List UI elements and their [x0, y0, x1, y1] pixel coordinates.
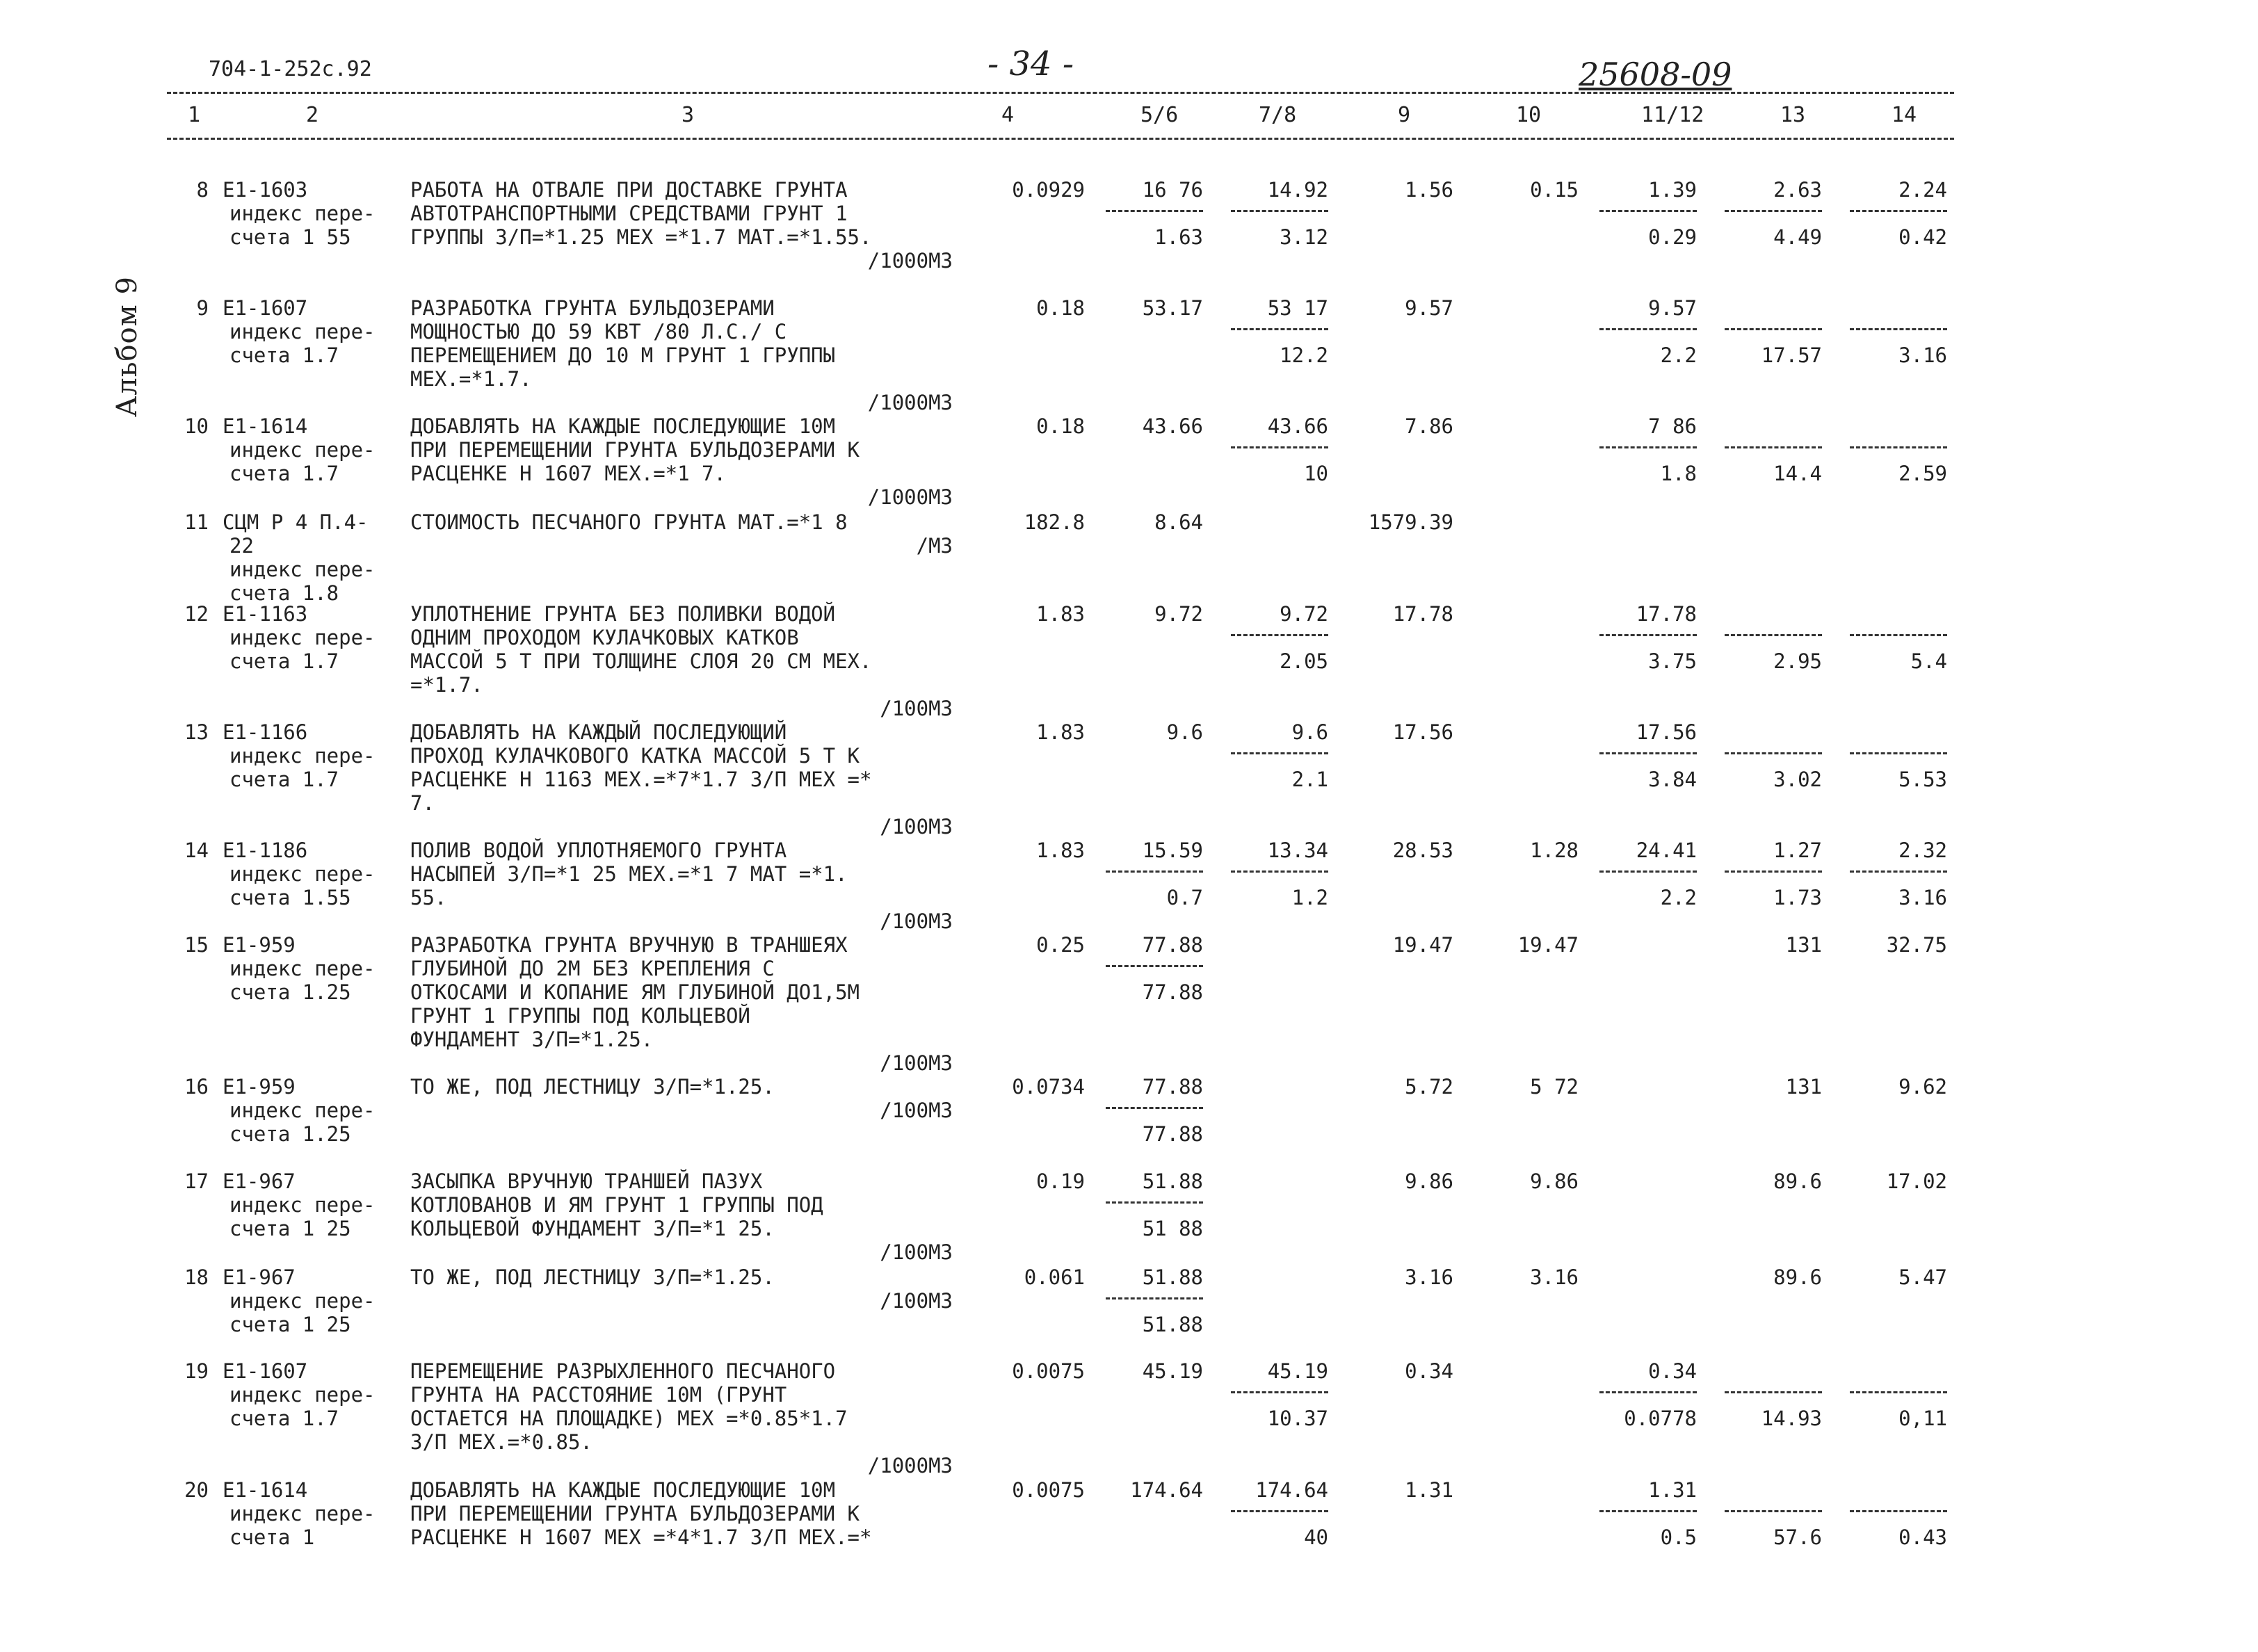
value-c10: 1.28	[1530, 839, 1579, 862]
value-c1112: 7 86	[1648, 414, 1697, 438]
fraction-divider	[1599, 634, 1697, 636]
work-description: =*1.7.	[410, 673, 483, 697]
fraction-divider	[1599, 1510, 1697, 1512]
work-description: РАЗРАБОТКА ГРУНТА БУЛЬДОЗЕРАМИ	[410, 296, 775, 320]
value-c4: 1.83	[1036, 720, 1085, 744]
work-description: ОДНИМ ПРОХОДОМ КУЛАЧКОВЫХ КАТКОВ	[410, 626, 799, 649]
measure-unit: /100М3	[880, 909, 953, 933]
work-description: ОСТАЕТСЯ НА ПЛОЩАДКЕ) МЕХ =*0.85*1.7	[410, 1407, 848, 1430]
value-c14b: 0.43	[1898, 1525, 1947, 1549]
work-description: ФУНДАМЕНТ З/П=*1.25.	[410, 1028, 654, 1051]
index-note: индекс пере-	[229, 1502, 376, 1525]
value-c14: 5.47	[1898, 1265, 1947, 1289]
value-c1112: 1.31	[1648, 1478, 1697, 1502]
value-c78b: 12.2	[1280, 343, 1328, 367]
value-c4: 0.0075	[1012, 1359, 1085, 1383]
index-note: индекс пере-	[229, 1383, 376, 1407]
value-c9: 9.57	[1405, 296, 1453, 320]
value-c56: 53.17	[1142, 296, 1203, 320]
value-c4: 1.83	[1036, 839, 1085, 862]
rate-code: Е1-1186	[223, 839, 308, 862]
fraction-divider	[1106, 1107, 1203, 1109]
album-label: Альбом 9	[111, 276, 143, 417]
fraction-divider	[1106, 1297, 1203, 1299]
value-c14: 2.24	[1898, 178, 1947, 202]
value-c13: 89.6	[1773, 1169, 1822, 1193]
fraction-divider	[1725, 210, 1822, 212]
work-description: ГРУНТА НА РАССТОЯНИЕ 10М (ГРУНТ	[410, 1383, 787, 1407]
value-c56: 174.64	[1130, 1478, 1203, 1502]
fraction-divider	[1599, 446, 1697, 448]
work-description: 55.	[410, 886, 447, 909]
rate-code: Е1-967	[223, 1265, 296, 1289]
value-c56: 77.88	[1142, 1075, 1203, 1099]
value-c78b: 10.37	[1267, 1407, 1328, 1430]
index-note: индекс пере-	[229, 957, 376, 980]
value-c10: 3.16	[1530, 1265, 1579, 1289]
value-c9: 17.78	[1392, 602, 1453, 626]
value-c4: 0.0929	[1012, 178, 1085, 202]
value-c56b: 1.63	[1154, 225, 1203, 249]
measure-unit: /100М3	[880, 1099, 953, 1122]
fraction-divider	[1231, 1510, 1328, 1512]
value-c1112: 9.57	[1648, 296, 1697, 320]
index-note: счета 1.25	[229, 980, 351, 1004]
fraction-divider	[1231, 752, 1328, 754]
value-c4: 1.83	[1036, 602, 1085, 626]
value-c1112b: 0.29	[1648, 225, 1697, 249]
fraction-divider	[1725, 446, 1822, 448]
index-note: счета 1.7	[229, 343, 339, 367]
row-number: 16	[184, 1075, 209, 1099]
work-description: 7.	[410, 791, 435, 815]
index-note: счета 1.7	[229, 1407, 339, 1430]
column-header: 4	[1001, 103, 1015, 127]
value-c9: 1579.39	[1368, 510, 1453, 534]
value-c78b: 40	[1304, 1525, 1328, 1549]
index-note: индекс пере-	[229, 1099, 376, 1122]
index-note: счета 1.8	[229, 581, 339, 605]
fraction-divider	[1850, 1510, 1947, 1512]
value-c56b: 0.7	[1166, 886, 1203, 909]
fraction-divider	[1725, 328, 1822, 330]
value-c14b: 5.4	[1910, 649, 1947, 673]
value-c4: 0.0075	[1012, 1478, 1085, 1502]
fraction-divider	[1725, 870, 1822, 873]
measure-unit: /100М3	[880, 1289, 953, 1313]
value-c13b: 4.49	[1773, 225, 1822, 249]
row-number: 17	[184, 1169, 209, 1193]
row-number: 9	[196, 296, 209, 320]
index-note: индекс пере-	[229, 862, 376, 886]
value-c78b: 2.05	[1280, 649, 1328, 673]
value-c9: 0.34	[1405, 1359, 1453, 1383]
value-c9: 17.56	[1392, 720, 1453, 744]
rate-code: Е1-1614	[223, 414, 308, 438]
rate-code: Е1-1166	[223, 720, 308, 744]
value-c13b: 3.02	[1773, 768, 1822, 791]
value-c78: 174.64	[1255, 1478, 1328, 1502]
value-c13: 89.6	[1773, 1265, 1822, 1289]
value-c14: 17.02	[1886, 1169, 1947, 1193]
fraction-divider	[1231, 328, 1328, 330]
value-c1112: 0.34	[1648, 1359, 1697, 1383]
column-header: 14	[1892, 103, 1917, 127]
fraction-divider	[1725, 634, 1822, 636]
row-number: 15	[184, 933, 209, 957]
work-description: ТО ЖЕ, ПОД ЛЕСТНИЦУ З/П=*1.25.	[410, 1075, 775, 1099]
work-description: ДОБАВЛЯТЬ НА КАЖДЫЙ ПОСЛЕДУЮЩИЙ	[410, 720, 787, 744]
column-header: 11/12	[1641, 103, 1704, 127]
work-description: НАСЫПЕЙ З/П=*1 25 МЕХ.=*1 7 МАТ =*1.	[410, 862, 848, 886]
value-c13b: 17.57	[1761, 343, 1822, 367]
work-description: ПЕРЕМЕЩЕНИЕМ ДО 10 М ГРУНТ 1 ГРУППЫ	[410, 343, 836, 367]
measure-unit: /1000М3	[867, 485, 953, 509]
work-description: ТО ЖЕ, ПОД ЛЕСТНИЦУ З/П=*1.25.	[410, 1265, 775, 1289]
work-description: З/П МЕХ.=*0.85.	[410, 1430, 592, 1454]
work-description: КОЛЬЦЕВОЙ ФУНДАМЕНТ З/П=*1 25.	[410, 1217, 775, 1240]
row-number: 10	[184, 414, 209, 438]
value-c78b: 1.2	[1291, 886, 1328, 909]
fraction-divider	[1599, 870, 1697, 873]
work-description: АВТОТРАНСПОРТНЫМИ СРЕДСТВАМИ ГРУНТ 1	[410, 202, 848, 225]
work-description: МАССОЙ 5 Т ПРИ ТОЛЩИНЕ СЛОЯ 20 СМ МЕХ.	[410, 649, 872, 673]
value-c1112: 24.41	[1636, 839, 1697, 862]
index-note: индекс пере-	[229, 1289, 376, 1313]
fraction-divider	[1850, 210, 1947, 212]
index-note: счета 1 55	[229, 225, 351, 249]
value-c78: 9.6	[1291, 720, 1328, 744]
fraction-divider	[1599, 328, 1697, 330]
value-c56: 43.66	[1142, 414, 1203, 438]
value-c13: 131	[1785, 933, 1822, 957]
value-c1112: 17.78	[1636, 602, 1697, 626]
value-c56b: 51 88	[1142, 1217, 1203, 1240]
value-c56: 9.6	[1166, 720, 1203, 744]
work-description: КОТЛОВАНОВ И ЯМ ГРУНТ 1 ГРУППЫ ПОД	[410, 1193, 823, 1217]
row-number: 11	[184, 510, 209, 534]
value-c78: 13.34	[1267, 839, 1328, 862]
work-description: ЗАСЫПКА ВРУЧНУЮ ТРАНШЕЙ ПАЗУХ	[410, 1169, 763, 1193]
value-c4: 0.18	[1036, 296, 1085, 320]
column-header: 13	[1780, 103, 1806, 127]
index-note: счета 1 25	[229, 1313, 351, 1336]
value-c4: 0.061	[1024, 1265, 1085, 1289]
work-description: РАСЦЕНКЕ Н 1607 МЕХ =*4*1.7 З/П МЕХ.=*	[410, 1525, 872, 1549]
value-c1112b: 0.0778	[1624, 1407, 1697, 1430]
row-number: 18	[184, 1265, 209, 1289]
fraction-divider	[1850, 870, 1947, 873]
index-note: индекс пере-	[229, 438, 376, 462]
value-c1112: 1.39	[1648, 178, 1697, 202]
fraction-divider	[1106, 965, 1203, 967]
fraction-divider	[1599, 210, 1697, 212]
work-description: СТОИМОСТЬ ПЕСЧАНОГО ГРУНТА МАТ.=*1 8	[410, 510, 848, 534]
measure-unit: /100М3	[880, 1240, 953, 1264]
fraction-divider	[1106, 870, 1203, 873]
value-c4: 0.25	[1036, 933, 1085, 957]
value-c13b: 14.4	[1773, 462, 1822, 485]
work-description: ГРУНТ 1 ГРУППЫ ПОД КОЛЬЦЕВОЙ	[410, 1004, 750, 1028]
value-c10: 0.15	[1530, 178, 1579, 202]
fraction-divider	[1231, 634, 1328, 636]
value-c10: 9.86	[1530, 1169, 1579, 1193]
value-c13b: 14.93	[1761, 1407, 1822, 1430]
document-code: 704-1-252с.92	[209, 57, 372, 81]
index-note: счета 1.25	[229, 1122, 351, 1146]
fraction-divider	[1850, 328, 1947, 330]
registration-number: 25608-09	[1579, 56, 1732, 93]
value-c56: 15.59	[1142, 839, 1203, 862]
work-description: РАСЦЕНКЕ Н 1607 МЕХ.=*1 7.	[410, 462, 726, 485]
rate-code: Е1-967	[223, 1169, 296, 1193]
value-c1112: 17.56	[1636, 720, 1697, 744]
value-c56: 77.88	[1142, 933, 1203, 957]
value-c1112b: 0.5	[1660, 1525, 1697, 1549]
fraction-divider	[1231, 446, 1328, 448]
value-c9: 1.56	[1405, 178, 1453, 202]
index-note: индекс пере-	[229, 626, 376, 649]
value-c56b: 51.88	[1142, 1313, 1203, 1336]
fraction-divider	[1850, 752, 1947, 754]
value-c56: 8.64	[1154, 510, 1203, 534]
value-c9: 19.47	[1392, 933, 1453, 957]
value-c14b: 2.59	[1898, 462, 1947, 485]
value-c10: 5 72	[1530, 1075, 1579, 1099]
rate-code: Е1-1614	[223, 1478, 308, 1502]
value-c14b: 0,11	[1898, 1407, 1947, 1430]
index-note: счета 1.7	[229, 649, 339, 673]
row-number: 19	[184, 1359, 209, 1383]
value-c14b: 5.53	[1898, 768, 1947, 791]
column-header: 3	[682, 103, 695, 127]
value-c10: 19.47	[1517, 933, 1579, 957]
column-header: 5/6	[1140, 103, 1179, 127]
fraction-divider	[1106, 1201, 1203, 1204]
fraction-divider	[1231, 1391, 1328, 1393]
measure-unit: /1000М3	[867, 391, 953, 414]
value-c1112b: 3.75	[1648, 649, 1697, 673]
value-c14: 9.62	[1898, 1075, 1947, 1099]
value-c1112b: 2.2	[1660, 886, 1697, 909]
fraction-divider	[1106, 210, 1203, 212]
value-c14b: 3.16	[1898, 886, 1947, 909]
value-c78b: 2.1	[1291, 768, 1328, 791]
work-description: МОЩНОСТЬЮ ДО 59 КВТ /80 Л.С./ С	[410, 320, 787, 343]
measure-unit: /100М3	[880, 697, 953, 720]
fraction-divider	[1599, 1391, 1697, 1393]
value-c9: 5.72	[1405, 1075, 1453, 1099]
value-c13b: 1.73	[1773, 886, 1822, 909]
work-description: МЕХ.=*1.7.	[410, 367, 532, 391]
value-c1112b: 2.2	[1660, 343, 1697, 367]
value-c56b: 77.88	[1142, 980, 1203, 1004]
value-c14: 32.75	[1886, 933, 1947, 957]
row-number: 12	[184, 602, 209, 626]
index-note: индекс пере-	[229, 744, 376, 768]
column-header: 1	[188, 103, 201, 127]
value-c4: 182.8	[1024, 510, 1085, 534]
column-header: 10	[1516, 103, 1542, 127]
value-c78: 9.72	[1280, 602, 1328, 626]
value-c4: 0.19	[1036, 1169, 1085, 1193]
rate-code: Е1-1603	[223, 178, 308, 202]
value-c9: 28.53	[1392, 839, 1453, 862]
value-c13: 1.27	[1773, 839, 1822, 862]
rate-code: Е1-1163	[223, 602, 308, 626]
work-description: ПРИ ПЕРЕМЕЩЕНИИ ГРУНТА БУЛЬДОЗЕРАМИ К	[410, 438, 860, 462]
fraction-divider	[1850, 634, 1947, 636]
value-c13b: 57.6	[1773, 1525, 1822, 1549]
work-description: ГЛУБИНОЙ ДО 2М БЕЗ КРЕПЛЕНИЯ С	[410, 957, 775, 980]
value-c14: 2.32	[1898, 839, 1947, 862]
fraction-divider	[1231, 210, 1328, 212]
work-description: ПОЛИВ ВОДОЙ УПЛОТНЯЕМОГО ГРУНТА	[410, 839, 787, 862]
measure-unit: /100М3	[880, 815, 953, 839]
column-header: 2	[306, 103, 319, 127]
fraction-divider	[1725, 1510, 1822, 1512]
value-c78b: 3.12	[1280, 225, 1328, 249]
value-c56: 51.88	[1142, 1169, 1203, 1193]
work-description: ГРУППЫ З/П=*1.25 МЕХ =*1.7 МАТ.=*1.55.	[410, 225, 872, 249]
row-number: 20	[184, 1478, 209, 1502]
index-note: индекс пере-	[229, 1193, 376, 1217]
value-c56: 9.72	[1154, 602, 1203, 626]
work-description: РАСЦЕНКЕ Н 1163 МЕХ.=*7*1.7 З/П МЕХ =*	[410, 768, 872, 791]
value-c9: 7.86	[1405, 414, 1453, 438]
work-description: РАЗРАБОТКА ГРУНТА ВРУЧНУЮ В ТРАНШЕЯХ	[410, 933, 848, 957]
index-note: счета 1.55	[229, 886, 351, 909]
value-c1112b: 3.84	[1648, 768, 1697, 791]
measure-unit: /М3	[916, 534, 953, 558]
work-description: ПРОХОД КУЛАЧКОВОГО КАТКА МАССОЙ 5 Т К	[410, 744, 860, 768]
work-description: ДОБАВЛЯТЬ НА КАЖДЫЕ ПОСЛЕДУЮЩИЕ 10М	[410, 1478, 836, 1502]
value-c78: 53 17	[1267, 296, 1328, 320]
value-c56: 45.19	[1142, 1359, 1203, 1383]
index-note: индекс пере-	[229, 202, 376, 225]
column-header: 9	[1398, 103, 1411, 127]
row-number: 13	[184, 720, 209, 744]
page-number: - 34 -	[987, 44, 1074, 83]
index-note: счета 1	[229, 1525, 315, 1549]
fraction-divider	[1725, 752, 1822, 754]
value-c14b: 0.42	[1898, 225, 1947, 249]
value-c9: 3.16	[1405, 1265, 1453, 1289]
index-note: индекс пере-	[229, 558, 376, 581]
header-rule-bottom	[167, 138, 1954, 140]
value-c14b: 3.16	[1898, 343, 1947, 367]
column-header: 7/8	[1259, 103, 1297, 127]
work-description: ДОБАВЛЯТЬ НА КАЖДЫЕ ПОСЛЕДУЮЩИЕ 10М	[410, 414, 836, 438]
fraction-divider	[1231, 870, 1328, 873]
work-description: РАБОТА НА ОТВАЛЕ ПРИ ДОСТАВКЕ ГРУНТА	[410, 178, 848, 202]
value-c13b: 2.95	[1773, 649, 1822, 673]
measure-unit: /1000М3	[867, 1454, 953, 1477]
fraction-divider	[1725, 1391, 1822, 1393]
work-description: ПРИ ПЕРЕМЕЩЕНИИ ГРУНТА БУЛЬДОЗЕРАМИ К	[410, 1502, 860, 1525]
measure-unit: /100М3	[880, 1051, 953, 1075]
value-c56: 16 76	[1142, 178, 1203, 202]
value-c1112b: 1.8	[1660, 462, 1697, 485]
work-description: ПЕРЕМЕЩЕНИЕ РАЗРЫХЛЕННОГО ПЕСЧАНОГО	[410, 1359, 836, 1383]
fraction-divider	[1850, 446, 1947, 448]
value-c13: 2.63	[1773, 178, 1822, 202]
fraction-divider	[1599, 752, 1697, 754]
value-c9: 9.86	[1405, 1169, 1453, 1193]
value-c4: 0.0734	[1012, 1075, 1085, 1099]
index-note: счета 1.7	[229, 768, 339, 791]
value-c13: 131	[1785, 1075, 1822, 1099]
fraction-divider	[1850, 1391, 1947, 1393]
value-c78: 45.19	[1267, 1359, 1328, 1383]
index-note: счета 1 25	[229, 1217, 351, 1240]
rate-code: Е1-1607	[223, 296, 308, 320]
row-number: 14	[184, 839, 209, 862]
index-note: индекс пере-	[229, 320, 376, 343]
rate-code: Е1-1607	[223, 1359, 308, 1383]
index-note: счета 1.7	[229, 462, 339, 485]
value-c78: 14.92	[1267, 178, 1328, 202]
work-description: УПЛОТНЕНИЕ ГРУНТА БЕЗ ПОЛИВКИ ВОДОЙ	[410, 602, 836, 626]
value-c9: 1.31	[1405, 1478, 1453, 1502]
row-number: 8	[196, 178, 209, 202]
value-c78: 43.66	[1267, 414, 1328, 438]
header-rule-top	[167, 92, 1954, 94]
work-description: ОТКОСАМИ И КОПАНИЕ ЯМ ГЛУБИНОЙ ДО1,5М	[410, 980, 860, 1004]
value-c4: 0.18	[1036, 414, 1085, 438]
value-c78b: 10	[1304, 462, 1328, 485]
index-note: 22	[229, 534, 254, 558]
rate-code: Е1-959	[223, 1075, 296, 1099]
measure-unit: /1000М3	[867, 249, 953, 273]
rate-code: СЦМ Р 4 П.4-	[223, 510, 369, 534]
rate-code: Е1-959	[223, 933, 296, 957]
value-c56: 51.88	[1142, 1265, 1203, 1289]
value-c56b: 77.88	[1142, 1122, 1203, 1146]
